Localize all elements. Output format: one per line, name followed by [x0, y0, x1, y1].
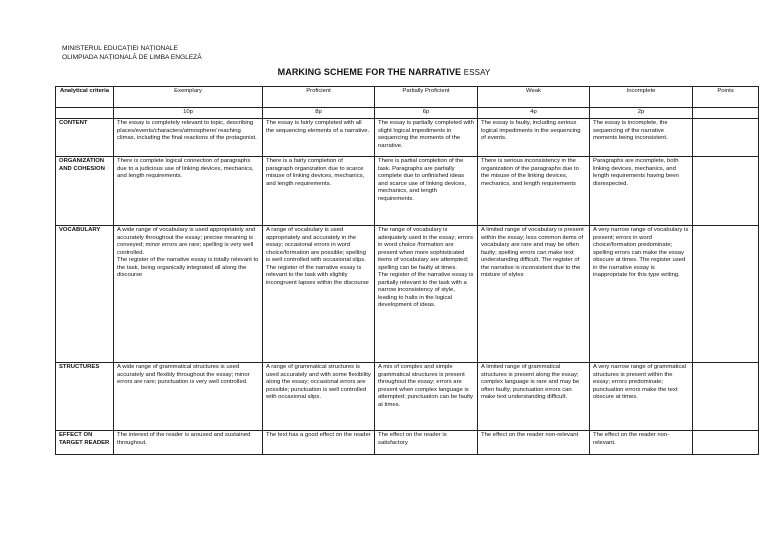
points-empty-cell — [693, 108, 759, 119]
header-criteria: Analytical criteria — [56, 87, 114, 108]
criterion-cell: VOCABULARY — [56, 226, 114, 363]
descriptor-cell: The essay is completely relevant to topic, describing places/events/characters/atmosphere/ reaching climax, including the final reactions of the protagonist. — [114, 119, 263, 157]
descriptor-cell: The text has a good effect on the reader — [263, 431, 375, 455]
title-suffix: ESSAY — [463, 68, 491, 77]
ministry-line: MINISTERUL EDUCAȚIEI NAȚIONALE — [62, 45, 178, 52]
descriptor-cell: Paragraphs are incomplete, both linking devices, mechanics, and length requirements having been disrespected. — [590, 157, 693, 226]
points-exemplary: 10p — [114, 108, 263, 119]
document-header — [62, 45, 202, 62]
header-exemplary: Exemplary — [114, 87, 263, 108]
descriptor-cell: There is a fairly completion of paragraph organization due to scarce misuse of linking devices, mechanics, and length requirements. — [263, 157, 375, 226]
header-incomplete: Incomplete — [590, 87, 693, 108]
criterion-cell: STRUCTURES — [56, 363, 114, 431]
points-proficient: 8p — [263, 108, 375, 119]
descriptor-cell: A mix of complex and simple grammatical structures is present throughout the essay; errors are present when complex language is attempted; punctuation can be faulty at times. — [375, 363, 478, 431]
descriptor-cell: There is partial completion of the task. Paragraphs are partially complete due to unfinished ideas and scarce use of linking devices, mechanics, and length requirements. — [375, 157, 478, 226]
descriptor-cell: There is complete logical connection of paragraphs due to a judicious use of linking devices, mechanics, and length requirements. — [114, 157, 263, 226]
points-incomplete: 2p — [590, 108, 693, 119]
descriptor-cell: A wide range of vocabulary is used appropriately and accurately throughout the essay; precise meaning is conveyed; minor errors are rare; spelling is very well controlled. The register of the narrative essay is totally relevant to the task, being organically integrated all along the discourse — [114, 226, 263, 363]
descriptor-cell: A wide range of grammatical structures is used accurately and flexibly throughout the essay; minor errors are rare; punctuation is very well controlled. — [114, 363, 263, 431]
descriptor-cell: The essay is incomplete, the sequencing of the narrative moments being inconsistent. — [590, 119, 693, 157]
table-row-content — [56, 119, 759, 157]
table-row-organization — [56, 157, 759, 226]
header-partially-proficient: Partially Proficient — [375, 87, 478, 108]
descriptor-cell: The effect on the reader non-relevant. — [590, 431, 693, 455]
points-cell — [693, 363, 759, 431]
descriptor-cell: The essay is fairly completed with all the sequencing elements of a narrative. — [263, 119, 375, 157]
header-weak: Weak — [478, 87, 590, 108]
title-main: MARKING SCHEME FOR THE NARRATIVE — [277, 67, 462, 77]
points-weak: 4p — [478, 108, 590, 119]
descriptor-cell: A limited range of vocabulary is present within the essay; less common items of vocabulary are rare and may be often faulty; spelling errors can make text understanding difficult. The register of the narrative is inconsistent due to the mixture of styles — [478, 226, 590, 363]
descriptor-cell: The essay is faulty, including serious logical impediments in the sequencing of events. — [478, 119, 590, 157]
points-cell — [693, 157, 759, 226]
descriptor-cell: The effect on the reader is satisfactory — [375, 431, 478, 455]
descriptor-cell: The interest of the reader is aroused and sustained throughout. — [114, 431, 263, 455]
points-row — [56, 108, 759, 119]
criterion-cell: ORGANIZATION AND COHESION — [56, 157, 114, 226]
marking-scheme-table — [55, 86, 759, 455]
descriptor-cell: A very narrow range of vocabulary is present; errors in word choice/formation predominate; spelling errors can make the essay obscure at times. The register used in the narrative essay is inappropriate for this type writing. — [590, 226, 693, 363]
document-title — [0, 67, 768, 77]
table-row-structures — [56, 363, 759, 431]
descriptor-cell: There is serious inconsistency in the organization of the paragraphs due to the misuse of the linking devices, mechanics, and length requirements — [478, 157, 590, 226]
descriptor-cell: The effect on the reader non-relevant — [478, 431, 590, 455]
header-points: Points — [693, 87, 759, 108]
descriptor-cell: A limited range of grammatical structures is present along the essay; complex language is rare and may be often faulty; punctuation errors can make text understanding difficult. — [478, 363, 590, 431]
descriptor-cell: A range of vocabulary is used appropriately and accurately in the essay; occasional errors in word choice/formation are possible; spelling is well controlled with occasional slips. The register of the narrative essay is relevant to the task with slightly incongruent lapses within the discourse — [263, 226, 375, 363]
points-cell — [693, 431, 759, 455]
points-cell — [693, 226, 759, 363]
olympiad-line: OLIMPIADA NAȚIONALĂ DE LIMBA ENGLEZĂ — [62, 53, 202, 61]
column-header-row — [56, 87, 759, 108]
descriptor-cell: A range of grammatical structures is used accurately and with some flexibility along the essay; occasional errors are possible; punctuation is well controlled with occasional slips. — [263, 363, 375, 431]
points-empty-cell — [56, 108, 114, 119]
criterion-cell: EFFECT ON TARGET READER — [56, 431, 114, 455]
table-row-vocabulary — [56, 226, 759, 363]
header-proficient: Proficient — [263, 87, 375, 108]
points-partially-proficient: 6p — [375, 108, 478, 119]
descriptor-cell: A very narrow range of grammatical structures is present within the essay; errors predominate; punctuation errors make the text obscure at times. — [590, 363, 693, 431]
points-cell — [693, 119, 759, 157]
criterion-cell: CONTENT — [56, 119, 114, 157]
descriptor-cell: The essay is partially completed with slight logical impediments in sequencing the moments of the narrative. — [375, 119, 478, 157]
table-row-effect-on-reader — [56, 431, 759, 455]
descriptor-cell: The range of vocabulary is adequately used in the essay; errors in word choice /formation are present when more sophisticated items of vocabulary are attempted; spelling can be faulty at times. The register of the narrative essay is partially relevant to the task with a narrow inconsistency of style, leading to halts in the logical development of ideas. — [375, 226, 478, 363]
